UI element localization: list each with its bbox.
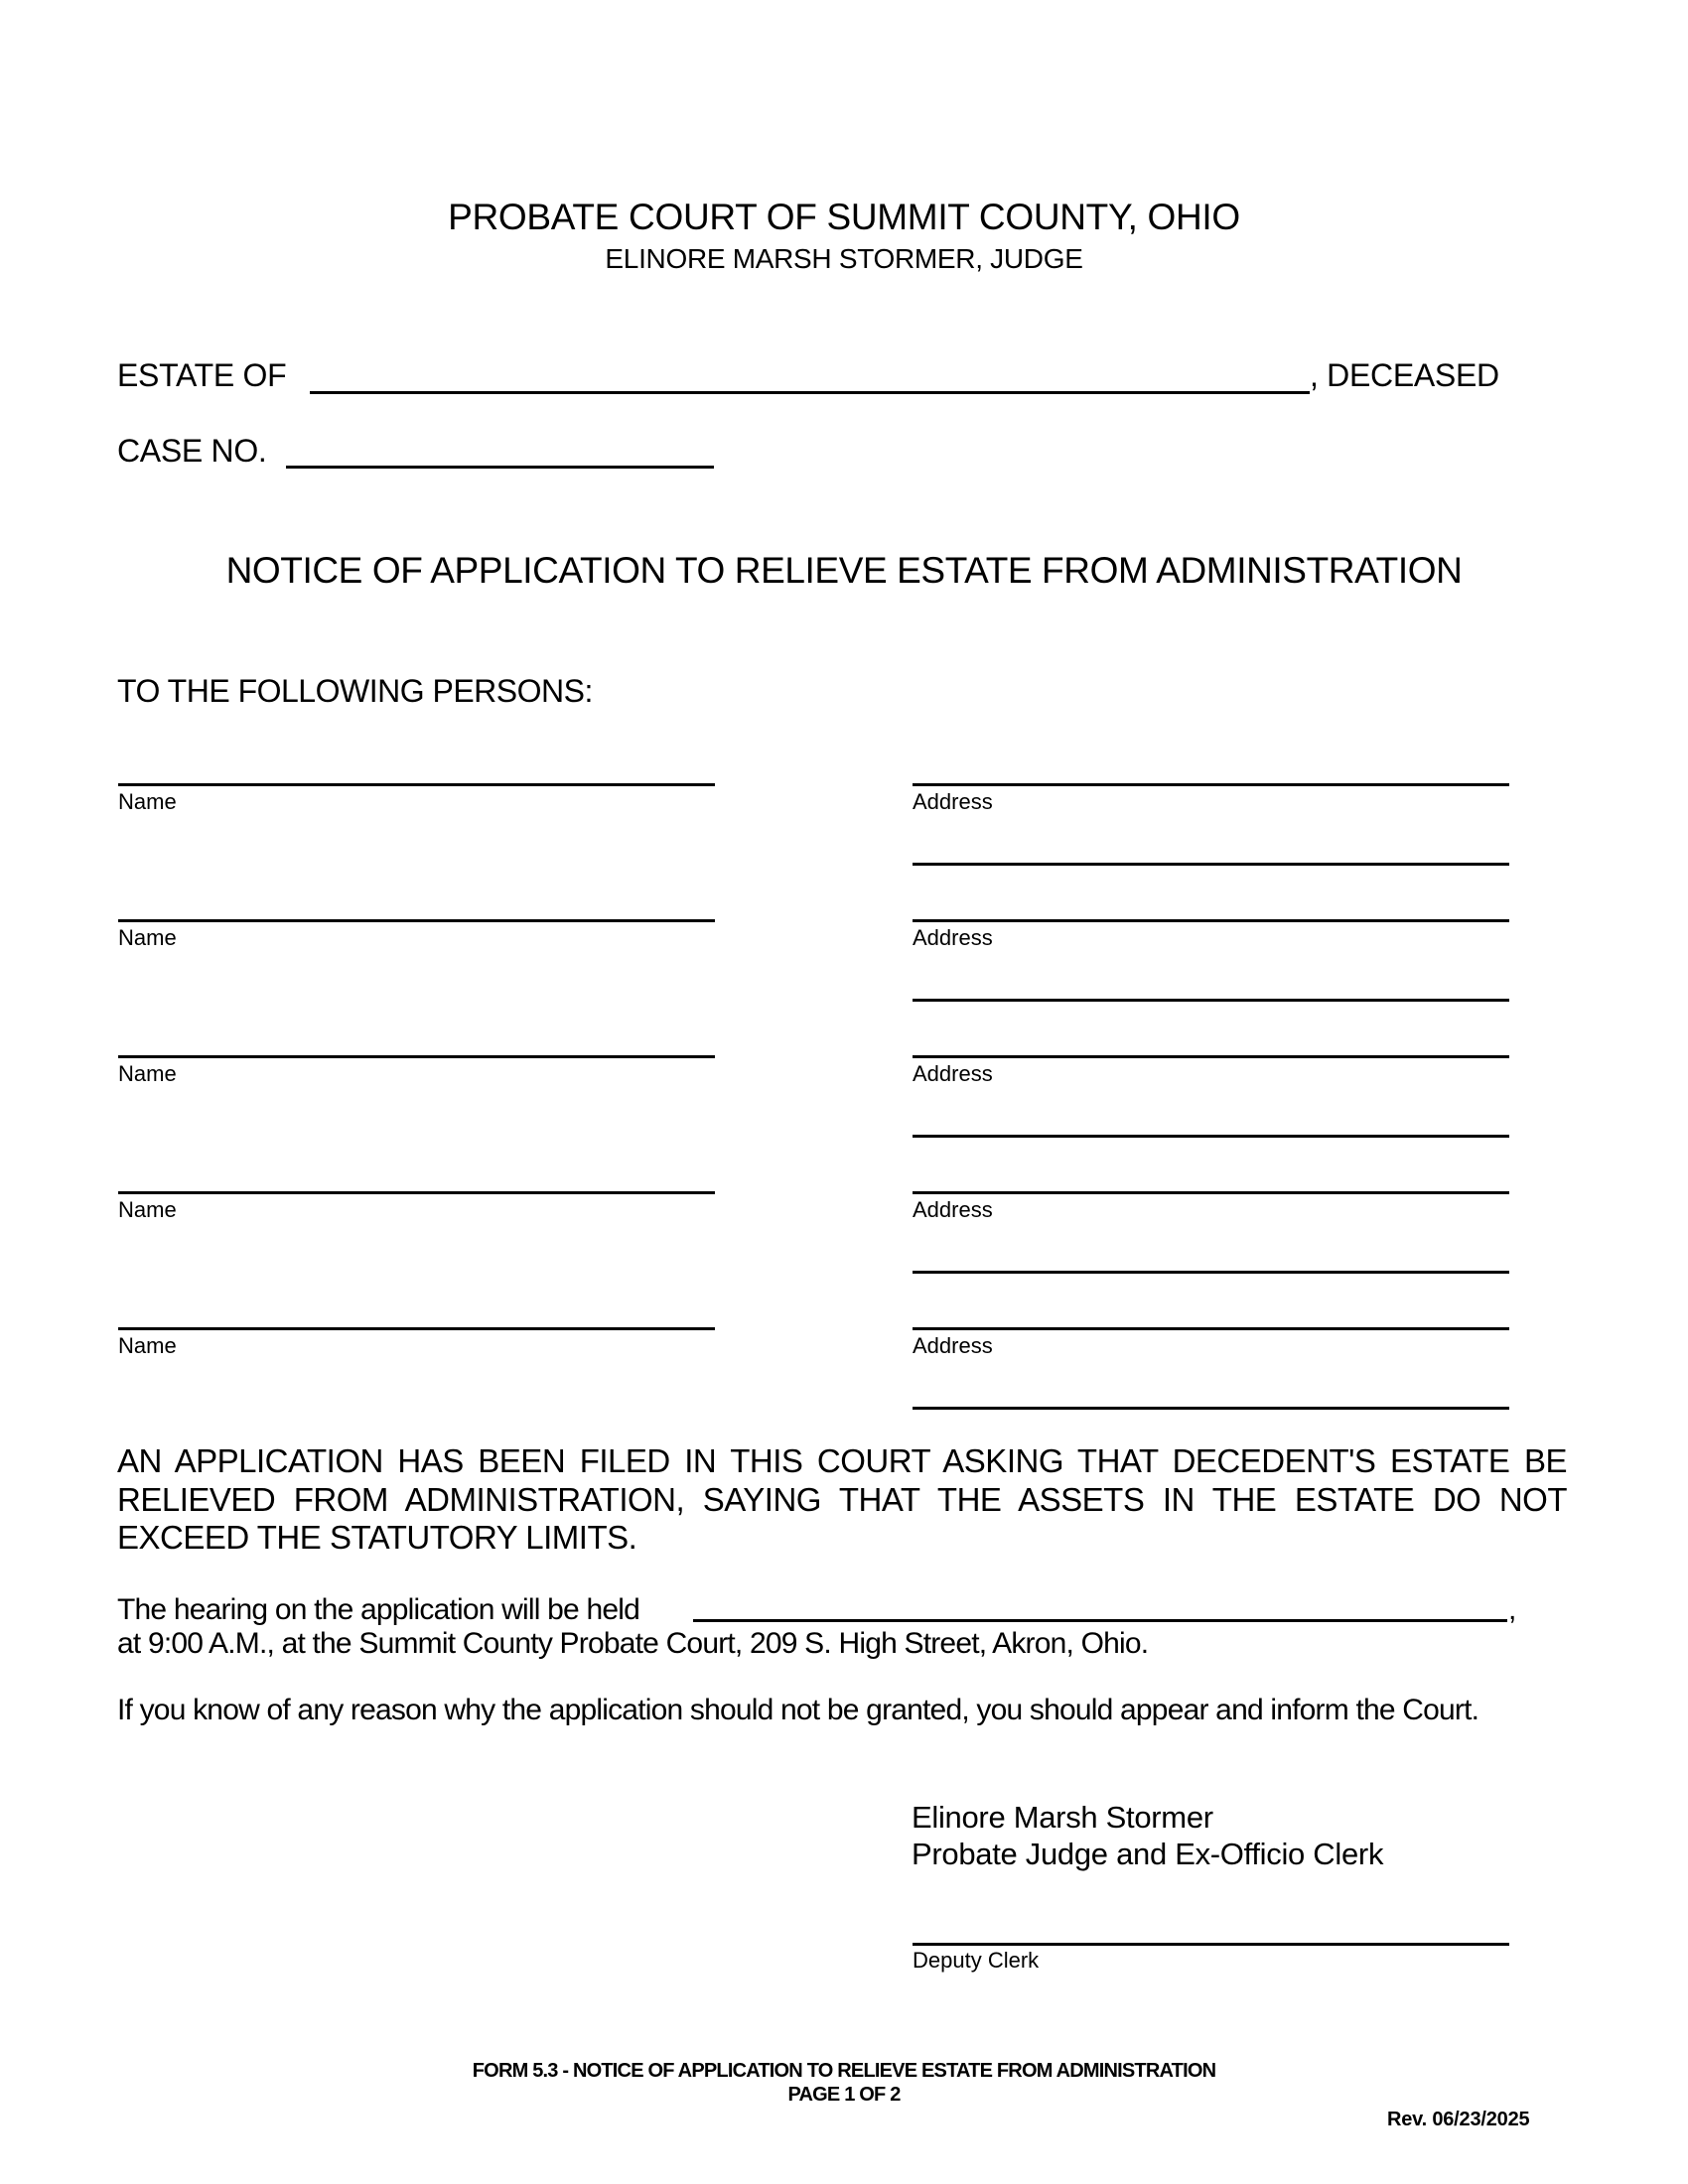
case-no-label: CASE NO. <box>117 433 267 469</box>
address-field-line1[interactable] <box>913 1191 1509 1194</box>
hearing-prefix: The hearing on the application will be held <box>117 1593 639 1626</box>
address-field-line2[interactable] <box>913 999 1509 1002</box>
case-no-field[interactable] <box>286 466 714 469</box>
address-field-line1[interactable] <box>913 1055 1509 1058</box>
address-label: Address <box>913 789 993 814</box>
name-field[interactable] <box>118 1327 715 1330</box>
persons-heading: TO THE FOLLOWING PERSONS: <box>117 673 593 709</box>
address-field-line2[interactable] <box>913 1271 1509 1274</box>
address-field-line1[interactable] <box>913 919 1509 922</box>
address-field-line1[interactable] <box>913 1327 1509 1330</box>
name-field[interactable] <box>118 783 715 786</box>
name-label: Name <box>118 925 177 950</box>
court-name: PROBATE COURT OF SUMMIT COUNTY, OHIO <box>448 197 1240 237</box>
address-label: Address <box>913 1333 993 1358</box>
judge-title: Probate Judge and Ex-Officio Clerk <box>912 1837 1384 1871</box>
address-field-line2[interactable] <box>913 1407 1509 1410</box>
deceased-label: , DECEASED <box>1310 357 1499 393</box>
form-title: NOTICE OF APPLICATION TO RELIEVE ESTATE FROM ADMINISTRATION <box>225 550 1463 591</box>
hearing-comma: , <box>1508 1593 1516 1626</box>
address-field-line1[interactable] <box>913 783 1509 786</box>
name-label: Name <box>118 789 177 814</box>
judge-name: Elinore Marsh Stormer <box>912 1800 1213 1835</box>
revision-date: Rev. 06/23/2025 <box>1387 2109 1530 2130</box>
judge-line: ELINORE MARSH STORMER, JUDGE <box>605 243 1083 274</box>
hearing-date-field[interactable] <box>693 1619 1507 1622</box>
deputy-clerk-label: Deputy Clerk <box>913 1948 1040 1973</box>
address-label: Address <box>913 925 993 950</box>
name-field[interactable] <box>118 1191 715 1194</box>
name-label: Name <box>118 1061 177 1086</box>
estate-of-label: ESTATE OF <box>117 357 287 393</box>
address-label: Address <box>913 1197 993 1222</box>
estate-name-field[interactable] <box>310 391 1310 394</box>
footer-form-line: FORM 5.3 - NOTICE OF APPLICATION TO RELIEVE ESTATE FROM ADMINISTRATION <box>472 2060 1216 2082</box>
hearing-details: at 9:00 A.M., at the Summit County Probate Court, 209 S. High Street, Akron, Ohio. <box>117 1627 1149 1660</box>
address-field-line2[interactable] <box>913 1135 1509 1138</box>
objection-text: If you know of any reason why the application should not be granted, you should appear and inform the Court. <box>117 1694 1479 1726</box>
address-field-line2[interactable] <box>913 863 1509 866</box>
footer-page-line: PAGE 1 OF 2 <box>787 2084 901 2106</box>
notice-paragraph: AN APPLICATION HAS BEEN FILED IN THIS COURT ASKING THAT DECEDENT'S ESTATE BE RELIEVED FROM ADMINISTRATION, SAYING THAT THE ASSETS IN THE ESTATE DO NOT EXCEED THE STATUTORY LIMITS. <box>117 1442 1567 1556</box>
name-label: Name <box>118 1197 177 1222</box>
address-label: Address <box>913 1061 993 1086</box>
name-label: Name <box>118 1333 177 1358</box>
name-field[interactable] <box>118 1055 715 1058</box>
name-field[interactable] <box>118 919 715 922</box>
deputy-clerk-signature-field[interactable] <box>913 1943 1509 1946</box>
